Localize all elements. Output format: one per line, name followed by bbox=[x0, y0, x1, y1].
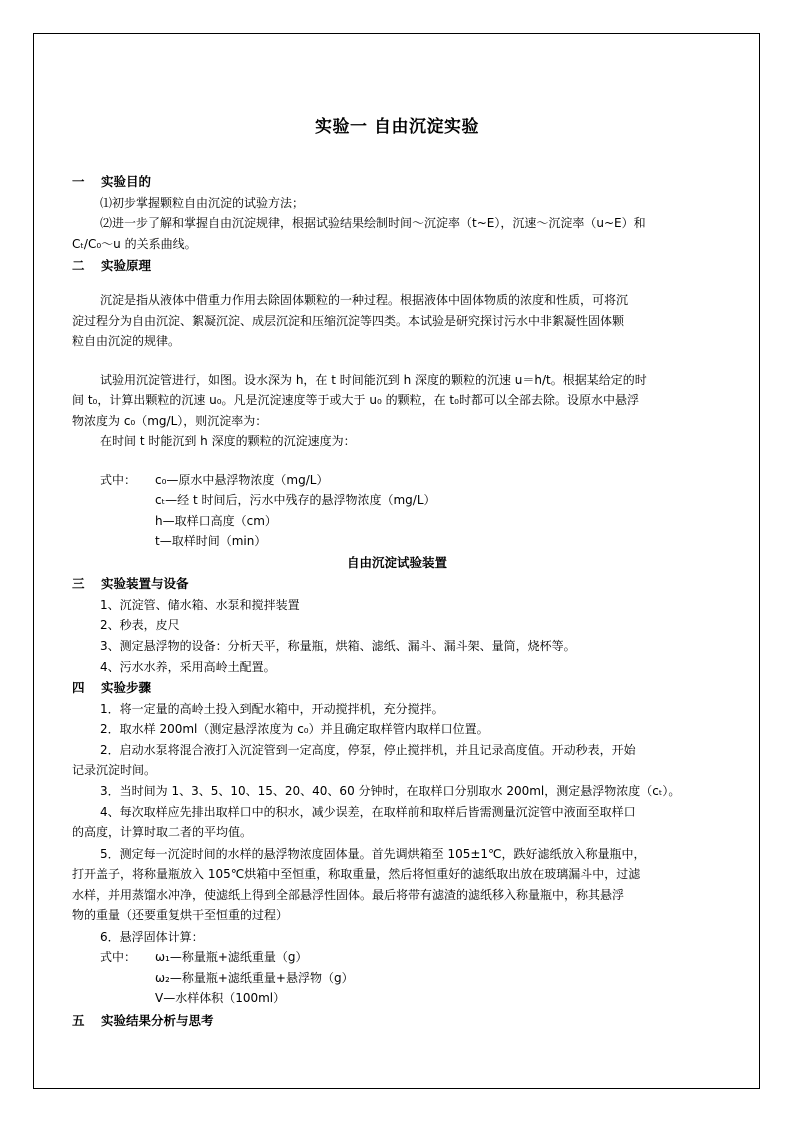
step-3: 2．启动水泵将混合液打入沉淀管到一定高度，停泵，停止搅拌机，并且记录高度值。开动秒表，开始 bbox=[100, 743, 636, 757]
section-title: 实验步骤 bbox=[101, 680, 152, 695]
section-heading-purpose bbox=[72, 174, 151, 190]
step-1: 1．将一定量的高岭土投入到配水箱中，开动搅拌机，充分搅拌。 bbox=[100, 702, 444, 716]
section-heading-principle bbox=[72, 258, 151, 274]
def-h: h—取样口高度（cm） bbox=[155, 514, 277, 528]
step-2: 2．取水样 200ml（测定悬浮浓度为 c₀）并且确定取样管内取样口位置。 bbox=[100, 722, 489, 736]
equipment-item: 1、沉淀管、储水箱、水泵和搅拌装置 bbox=[100, 598, 300, 612]
step-6-line4: 物的重量（还要重复烘干至恒重的过程） bbox=[72, 908, 289, 922]
def-ct: cₜ—经 t 时间后，污水中残存的悬浮物浓度（mg/L） bbox=[155, 493, 436, 507]
principle-para3: 在时间 t 时能沉到 h 深度的颗粒的沉淀速度为： bbox=[100, 434, 356, 448]
purpose-item-2-cont: Cₜ/C₀～u 的关系曲线。 bbox=[72, 237, 197, 251]
step-3-cont: 记录沉淀时间。 bbox=[72, 763, 157, 777]
principle-para1-line3: 粒自由沉淀的规律。 bbox=[72, 334, 181, 348]
section-heading-steps bbox=[72, 680, 151, 696]
section-number: 一 bbox=[72, 174, 85, 189]
principle-para2-line1: 试验用沉淀管进行，如图。设水深为 h，在 t 时间能沉到 h 深度的颗粒的沉速 u＝h/t。根据某给定的时 bbox=[100, 373, 647, 387]
def-c0: c₀—原水中悬浮物浓度（mg/L） bbox=[155, 473, 329, 487]
section-title: 实验结果分析与思考 bbox=[101, 1013, 214, 1028]
def-v: V—水样体积（100ml） bbox=[155, 991, 286, 1005]
def-t: t—取样时间（min） bbox=[155, 534, 267, 548]
section-title: 实验装置与设备 bbox=[101, 576, 189, 591]
equipment-item: 3、测定悬浮物的设备：分析天平，称量瓶，烘箱、滤纸、漏斗、漏斗架、量筒，烧杯等。 bbox=[100, 639, 576, 653]
purpose-item-1: ⑴初步掌握颗粒自由沉淀的试验方法； bbox=[100, 196, 305, 210]
principle-para1-line2: 淀过程分为自由沉淀、絮凝沉淀、成层沉淀和压缩沉淀等四类。本试验是研究探讨污水中非絮凝性固体颗 bbox=[72, 314, 625, 328]
section-number: 五 bbox=[72, 1013, 85, 1028]
step-6-line3: 水样，并用蒸馏水冲净，使滤纸上得到全部悬浮性固体。最后将带有滤渣的滤纸移入称量瓶中，称其悬浮 bbox=[72, 888, 625, 902]
step-7: 6．悬浮固体计算： bbox=[100, 930, 204, 944]
section-title: 实验目的 bbox=[101, 174, 152, 189]
section-number: 三 bbox=[72, 576, 85, 591]
purpose-item-2: ⑵进一步了解和掌握自由沉淀规律，根据试验结果绘制时间～沉淀率（t~E），沉速～沉淀率（u~E）和 bbox=[100, 216, 646, 230]
where-label: 式中： bbox=[100, 473, 137, 487]
step-5-cont: 的高度，计算时取二者的平均值。 bbox=[72, 825, 253, 839]
step-5: 4、每次取样应先排出取样口中的积水，减少误差，在取样前和取样后皆需测量沉淀管中液面至取样口 bbox=[100, 805, 636, 819]
section-heading-analysis bbox=[72, 1013, 214, 1029]
def-w2: ω₂—称量瓶+滤纸重量+悬浮物（g） bbox=[155, 971, 354, 985]
figure-caption: 自由沉淀试验装置 bbox=[346, 555, 447, 570]
section-number: 二 bbox=[72, 258, 85, 273]
page-title: 实验一 自由沉淀实验 bbox=[315, 117, 479, 137]
section-number: 四 bbox=[72, 680, 85, 695]
principle-para2-line3: 物浓度为 c₀（mg/L），则沉淀率为： bbox=[72, 414, 268, 428]
equipment-item: 2、秒表，皮尺 bbox=[100, 618, 180, 632]
step-6-line1: 5．测定每一沉淀时间的水样的悬浮物浓度固体量。首先调烘箱至 105±1℃，跌好滤纸放入称量瓶中， bbox=[100, 847, 646, 861]
principle-para2-line2: 间 t₀，计算出颗粒的沉速 u₀。凡是沉淀速度等于或大于 u₀ 的颗粒，在 t₀时都可以全部去除。设原水中悬浮 bbox=[72, 393, 639, 407]
step-4: 3．当时间为 1、3、5、10、15、20、40、60 分钟时，在取样口分别取水 200ml，测定悬浮物浓度（cₜ）。 bbox=[100, 784, 681, 798]
def-w1: ω₁—称量瓶+滤纸重量（g） bbox=[155, 950, 308, 964]
principle-para1-line1: 沉淀是指从液体中借重力作用去除固体颗粒的一种过程。根据液体中固体物质的浓度和性质，可将沉 bbox=[100, 293, 629, 307]
equipment-item: 4、污水水养，采用高岭土配置。 bbox=[100, 660, 276, 674]
step-6-line2: 打开盖子，将称量瓶放入 105℃烘箱中至恒重，称取重量，然后将恒重好的滤纸取出放在玻璃漏斗中，过滤 bbox=[72, 867, 641, 881]
section-title: 实验原理 bbox=[101, 258, 152, 273]
where-label: 式中： bbox=[100, 950, 137, 964]
section-heading-equipment bbox=[72, 576, 189, 592]
